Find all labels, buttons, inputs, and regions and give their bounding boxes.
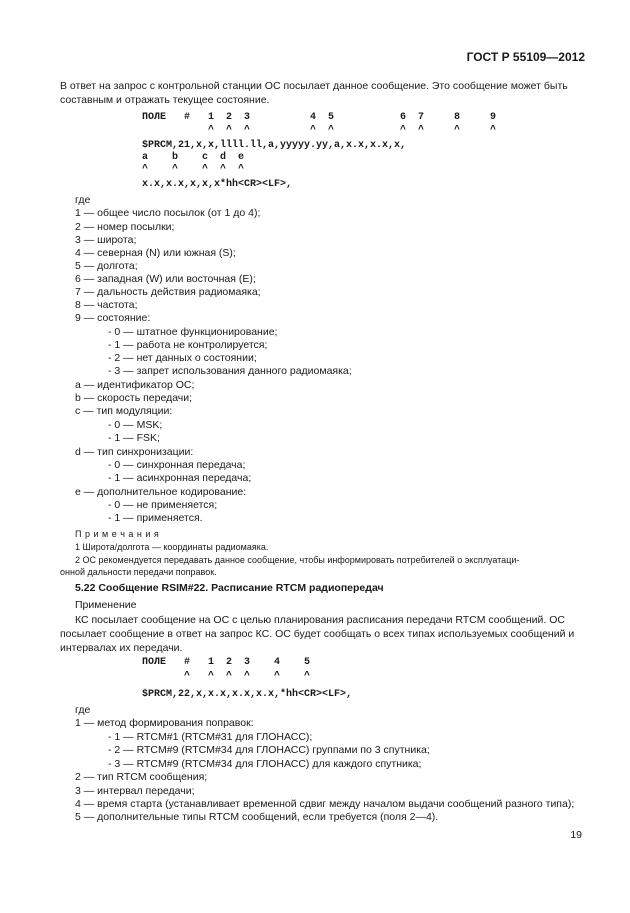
note-2-line-2: онной дальности передачи поправок. — [60, 567, 217, 577]
field-8: 8 — частота; — [75, 299, 138, 311]
field-6: 6 — западная (W) или восточная (E); — [75, 273, 256, 285]
field2-4: 4 — время старта (устанавливает временной сдвиг между началом выдачи сообщений разного типа); — [75, 798, 575, 810]
format2-line-3: $PRCM,22,x,x.x,x.x,x.x,*hh<CR><LF>, — [142, 689, 353, 700]
field-7: 7 — дальность действия радиомаяка; — [75, 286, 261, 298]
format1-line-6: x.x,x.x,x,x,x*hh<CR><LF>, — [142, 179, 293, 190]
note-2-line-1: 2 ОС рекомендуется передавать данное сообщение, чтобы информировать потребителей о эксплуатаци- — [75, 555, 520, 565]
sync-0: - 0 — синхронная передача; — [108, 459, 246, 471]
field-5: 5 — долгота; — [75, 260, 138, 272]
state-3: - 3 — запрет использования данного радиомаяка; — [108, 365, 352, 377]
format1-line-4: a b c d e — [142, 152, 245, 163]
field2-1: 1 — метод формирования поправок: — [75, 717, 254, 729]
field-4: 4 — северная (N) или южная (S); — [75, 247, 236, 259]
field-a: а — идентификатор ОС; — [75, 379, 195, 391]
page-number: 19 — [570, 829, 582, 841]
modulation-0: - 0 — MSK; — [108, 419, 163, 431]
method-2: - 2 — RTCM#9 (RTCM#34 для ГЛОНАСС) группами по 3 спутника; — [108, 744, 430, 756]
format2-line-2: ^ ^ ^ ^ ^ ^ — [142, 671, 311, 682]
where-label-2: где — [75, 704, 91, 716]
field-9: 9 — состояние: — [75, 312, 151, 324]
format1-line-1: ПОЛЕ # 1 2 3 4 5 6 7 8 9 — [142, 112, 497, 123]
format1-line-2: ^ ^ ^ ^ ^ ^ ^ ^ ^ — [142, 125, 497, 136]
field-e: е — дополнительное кодирование: — [75, 486, 247, 498]
field-c: с — тип модуляции: — [75, 405, 173, 417]
where-label: где — [75, 194, 91, 206]
method-1: - 1 — RTCM#1 (RTCM#31 для ГЛОНАСС); — [108, 731, 313, 743]
field2-2: 2 — тип RTCM сообщения; — [75, 771, 208, 783]
note-1: 1 Широта/долгота — координаты радиомаяка. — [75, 542, 269, 552]
field-3: 3 — широта; — [75, 234, 137, 246]
state-2: - 2 — нет данных о состоянии; — [108, 352, 257, 364]
format2-line-1: ПОЛЕ # 1 2 3 4 5 — [142, 657, 311, 668]
usage-label: Применение — [75, 599, 137, 611]
field-1: 1 — общее число посылок (от 1 до 4); — [75, 207, 261, 219]
document-header: ГОСТ Р 55109—2012 — [466, 50, 585, 64]
usage-paragraph: КС посылает сообщение на ОС с целью планирования расписания передачи RTCM сообщений. ОС посылает сообщение в ответ на запрос КС. ОС будет сообщать о всех типах используемых сообщений и интервалах их передачи. — [60, 614, 575, 654]
field-2: 2 — номер посылки; — [75, 221, 175, 233]
method-3: - 3 — RTCM#9 (RTCM#34 для ГЛОНАСС) для каждого спутника; — [108, 758, 422, 770]
format1-line-3: $PRCM,21,x,x,llll.ll,a,yyyyy.yy,a,x.x,x.x,x, — [142, 140, 407, 151]
modulation-1: - 1 — FSK; — [108, 432, 160, 444]
field2-3: 3 — интервал передачи; — [75, 785, 195, 797]
coding-1: - 1 — применяется. — [108, 512, 203, 524]
state-0: - 0 — штатное функционирование; — [108, 326, 278, 338]
state-1: - 1 — работа не контролируется; — [108, 339, 268, 351]
notes-title: П р и м е ч а н и я — [75, 529, 160, 539]
section-title: 5.22 Сообщение RSIM#22. Расписание RTCM радиопередач — [75, 582, 384, 594]
intro-paragraph: В ответ на запрос с контрольной станции ОС посылает данное сообщение. Это сообщение может быть составным и отражать текущее состояние. — [60, 80, 568, 106]
coding-0: - 0 — не применяется; — [108, 499, 218, 511]
sync-1: - 1 — асинхронная передача; — [108, 472, 252, 484]
field-b: b — скорость передачи; — [75, 392, 193, 404]
field-d: d — тип синхронизации: — [75, 446, 194, 458]
field2-5: 5 — дополнительные типы RTCM сообщений, если требуется (поля 2—4). — [75, 811, 439, 823]
format1-line-5: ^ ^ ^ ^ ^ — [142, 164, 245, 175]
